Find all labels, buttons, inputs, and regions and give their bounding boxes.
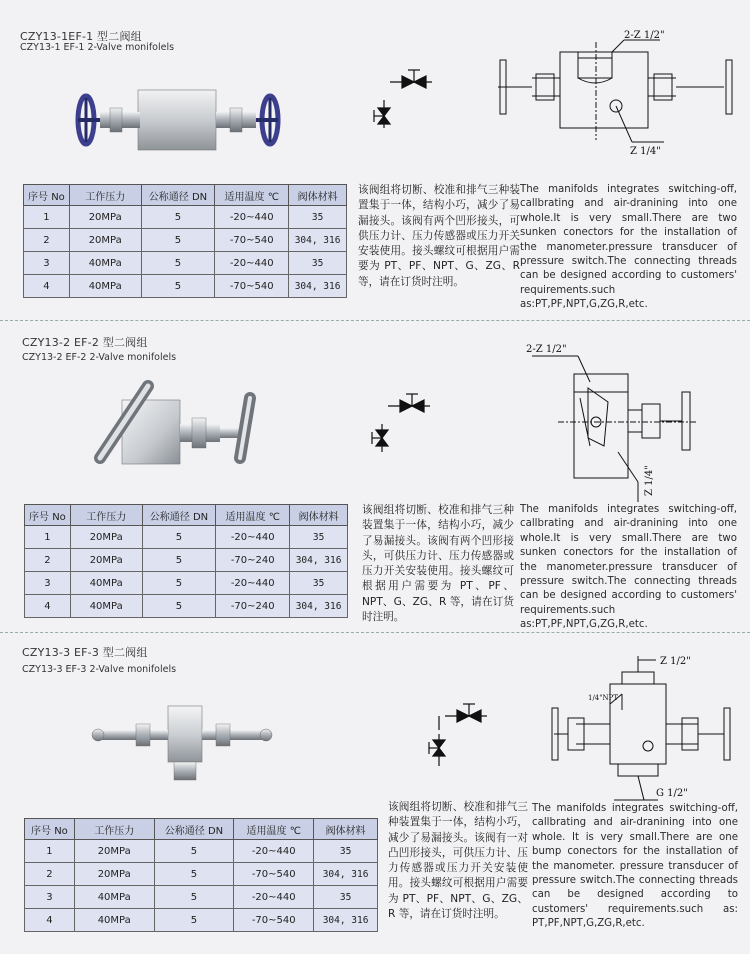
cell-no: 4 bbox=[25, 909, 75, 932]
handwheel-left-icon bbox=[78, 96, 100, 144]
cell-no: 1 bbox=[25, 840, 75, 863]
dim-top-3: Z 1/2" bbox=[660, 656, 691, 667]
dim-side-1: Z 1/4" bbox=[630, 146, 661, 157]
valve-photo-2 bbox=[88, 376, 278, 472]
th-dn: 公称通径 DN bbox=[142, 505, 216, 526]
section-2 bbox=[0, 320, 750, 632]
cell-material: 304, 316 bbox=[289, 229, 347, 252]
cell-dn: 5 bbox=[142, 572, 216, 595]
table-row bbox=[24, 275, 347, 298]
cell-temp: -20~440 bbox=[234, 886, 314, 909]
valve-symbol-3-icon bbox=[425, 700, 495, 772]
cell-pressure: 20MPa bbox=[74, 863, 154, 886]
cell-no: 2 bbox=[25, 863, 75, 886]
section-2-title-cn: CZY13-2 EF-2 型二阀组 bbox=[22, 336, 148, 349]
cell-temp: -20~440 bbox=[216, 572, 290, 595]
cell-dn: 5 bbox=[141, 229, 215, 252]
table-row bbox=[25, 595, 348, 618]
cell-material: 35 bbox=[290, 572, 348, 595]
cell-dn: 5 bbox=[141, 206, 215, 229]
section-3-title-cn: CZY13-3 EF-3 型二阀组 bbox=[22, 646, 148, 659]
cell-pressure: 40MPa bbox=[70, 572, 142, 595]
table-row bbox=[25, 863, 378, 886]
cell-pressure: 40MPa bbox=[69, 275, 141, 298]
desc-en-1: The manifolds integrates switching-off, callbrating and air-dranining into one whole.It is very small.There are two sunken conectors for the installation of the manometer.pressure transducer of pressure switch.The connecting threads can be designed according to customers' requirements.such as:PT,PF,NPT,G,ZG,R,etc. bbox=[520, 184, 737, 311]
cell-material: 35 bbox=[289, 206, 347, 229]
cell-temp: -70~540 bbox=[215, 229, 289, 252]
desc-cn-3: 该阀组将切断、校准和排气三种装置集于一体，结构小巧，减少了易漏接头。该阀有一对凸凹形接头，可供压力计、压力传感器或压力开关安装使用。接头螺纹可根据用户需要为 PT、PF、NPT、G、ZG、R 等，请在订货时注明。 bbox=[388, 801, 528, 921]
dim-small-3: 1/4"NPT bbox=[588, 694, 618, 702]
cell-pressure: 40MPa bbox=[74, 886, 154, 909]
cell-no: 3 bbox=[25, 886, 75, 909]
cell-temp: -20~440 bbox=[216, 526, 290, 549]
cell-no: 4 bbox=[24, 275, 70, 298]
cell-material: 304, 316 bbox=[314, 863, 378, 886]
cell-temp: -20~440 bbox=[234, 840, 314, 863]
th-material: 阀体材料 bbox=[289, 185, 347, 206]
desc-en-3: The manifolds integrates switching-off, callbrating and air-dranining into one whole. It is very small.There are one bump conectors for the installation of the manometer. pressure transducer of pressure switch.The connecting threads can be designed according to customers' requirements.such as: PT,PF,NPT,G,ZG,R,etc. bbox=[532, 803, 738, 930]
th-no: 序号 No bbox=[25, 505, 71, 526]
valve-photo-3 bbox=[90, 698, 274, 784]
cell-dn: 5 bbox=[154, 863, 234, 886]
table-row bbox=[24, 206, 347, 229]
cell-pressure: 20MPa bbox=[69, 229, 141, 252]
valve-symbol-2-icon bbox=[368, 392, 438, 462]
cell-no: 3 bbox=[24, 252, 70, 275]
cell-dn: 5 bbox=[142, 595, 216, 618]
valve-symbol-1-icon bbox=[370, 62, 440, 132]
desc-en-2: The manifolds integrates switching-off, callbrating and air-dranining into one whole.It is very small.There are two sunken conectors for the installation of the manometer.pressure transducer of pressure switch.The connecting threads can be designed according to customers' requirements.such as:PT,PF,NPT,G,ZG,R,etc. bbox=[520, 504, 737, 631]
table-header-row bbox=[25, 819, 378, 840]
cell-no: 3 bbox=[25, 572, 71, 595]
th-temp: 适用温度 ℃ bbox=[215, 185, 289, 206]
dim-side-3: G 1/2" bbox=[656, 788, 688, 799]
cell-no: 2 bbox=[25, 549, 71, 572]
cell-pressure: 20MPa bbox=[74, 840, 154, 863]
cell-temp: -70~540 bbox=[234, 863, 314, 886]
cell-material: 35 bbox=[290, 526, 348, 549]
cell-dn: 5 bbox=[154, 886, 234, 909]
cell-dn: 5 bbox=[141, 252, 215, 275]
cell-dn: 5 bbox=[154, 909, 234, 932]
th-no: 序号 No bbox=[24, 185, 70, 206]
desc-cn-1: 该阀组将切断、校准和排气三种装置集于一体，结构小巧，减少了易漏接头。该阀有两个凹形接头，可供压力计、压力传感器或压力开关安装使用。接头螺纹可根据用户需要为 PT、PF、NPT、G、ZG、R 等，请在订货时注明。 bbox=[358, 184, 520, 288]
cell-temp: -20~440 bbox=[215, 206, 289, 229]
table-row bbox=[25, 549, 348, 572]
table-row bbox=[25, 840, 378, 863]
valve-photo-1 bbox=[70, 82, 290, 160]
th-no: 序号 No bbox=[25, 819, 75, 840]
cell-material: 304, 316 bbox=[289, 275, 347, 298]
cell-dn: 5 bbox=[141, 275, 215, 298]
cell-material: 35 bbox=[314, 840, 378, 863]
cell-material: 304, 316 bbox=[314, 909, 378, 932]
section-2-title-en: CZY13-2 EF-2 2-Valve monifolels bbox=[22, 352, 177, 363]
th-dn: 公称通径 DN bbox=[141, 185, 215, 206]
section-3 bbox=[0, 632, 750, 954]
table-row bbox=[24, 252, 347, 275]
technical-drawing-2 bbox=[518, 342, 708, 502]
dim-side-2: Z 1/4" bbox=[644, 465, 655, 496]
cell-temp: -70~540 bbox=[234, 909, 314, 932]
cell-pressure: 20MPa bbox=[69, 206, 141, 229]
section-1-title-en: CZY13-1 EF-1 2-Valve monifolels bbox=[20, 42, 175, 53]
cell-no: 1 bbox=[24, 206, 70, 229]
cell-material: 304, 316 bbox=[290, 549, 348, 572]
table-row bbox=[25, 909, 378, 932]
cell-material: 35 bbox=[314, 886, 378, 909]
spec-table-2 bbox=[24, 504, 348, 618]
dim-top-1: 2-Z 1/2" bbox=[624, 30, 665, 41]
cell-dn: 5 bbox=[142, 526, 216, 549]
th-material: 阀体材料 bbox=[290, 505, 348, 526]
section-1-title-cn: CZY13-1EF-1 型二阀组 bbox=[20, 30, 142, 43]
spec-table-3 bbox=[24, 818, 378, 932]
dim-top-2: 2-Z 1/2" bbox=[526, 344, 567, 355]
technical-drawing-3 bbox=[548, 650, 744, 820]
cell-pressure: 20MPa bbox=[70, 549, 142, 572]
cell-temp: -70~240 bbox=[216, 595, 290, 618]
section-1 bbox=[0, 0, 750, 320]
handwheel-right-icon bbox=[256, 96, 278, 144]
cell-pressure: 20MPa bbox=[70, 526, 142, 549]
th-material: 阀体材料 bbox=[314, 819, 378, 840]
section-3-title-en: CZY13-3 EF-3 2-Valve monifolels bbox=[22, 664, 177, 675]
cell-dn: 5 bbox=[142, 549, 216, 572]
cell-temp: -20~440 bbox=[215, 252, 289, 275]
desc-cn-2: 该阀组将切断、校准和排气三种装置集于一体，结构小巧，减少了易漏接头。该阀有两个凹形接头，可供压力计、压力传感器或压力开关安装使用。接头螺纹可根据用户需要为 PT、PF、NPT、G、ZG、R 等，请在订货时注明。 bbox=[362, 504, 514, 624]
spec-table-1 bbox=[23, 184, 347, 298]
cell-temp: -70~540 bbox=[215, 275, 289, 298]
table-row bbox=[24, 229, 347, 252]
cell-material: 304, 316 bbox=[290, 595, 348, 618]
technical-drawing-1 bbox=[492, 30, 744, 170]
cell-material: 35 bbox=[289, 252, 347, 275]
table-header-row bbox=[24, 185, 347, 206]
cell-pressure: 40MPa bbox=[74, 909, 154, 932]
cell-pressure: 40MPa bbox=[70, 595, 142, 618]
cell-no: 1 bbox=[25, 526, 71, 549]
table-row bbox=[25, 526, 348, 549]
table-header-row bbox=[25, 505, 348, 526]
th-pressure: 工作压力 bbox=[74, 819, 154, 840]
th-dn: 公称通径 DN bbox=[154, 819, 234, 840]
th-pressure: 工作压力 bbox=[69, 185, 141, 206]
table-row bbox=[25, 886, 378, 909]
th-pressure: 工作压力 bbox=[70, 505, 142, 526]
cell-no: 2 bbox=[24, 229, 70, 252]
th-temp: 适用温度 ℃ bbox=[234, 819, 314, 840]
cell-pressure: 40MPa bbox=[69, 252, 141, 275]
th-temp: 适用温度 ℃ bbox=[216, 505, 290, 526]
table-row bbox=[25, 572, 348, 595]
cell-temp: -70~240 bbox=[216, 549, 290, 572]
cell-no: 4 bbox=[25, 595, 71, 618]
cell-dn: 5 bbox=[154, 840, 234, 863]
